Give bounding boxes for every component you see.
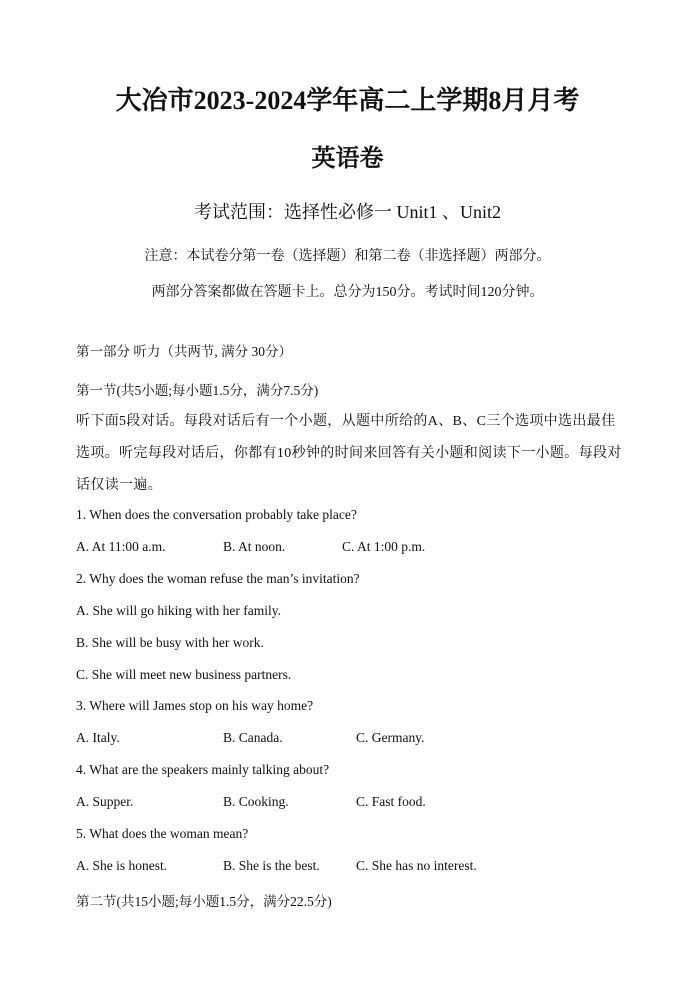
question-3-option-a: A. Italy. [76, 730, 120, 745]
question-1-option-c: C. At 1:00 p.m. [342, 539, 426, 554]
question-2-option-a: A. She will go hiking with her family. [76, 603, 281, 618]
exam-note-line-1: 注意：本试卷分第一卷（选择题）和第二卷（非选择题）两部分。 [144, 249, 551, 264]
question-4-option-b: B. Cooking. [223, 794, 289, 809]
question-1-option-b: B. At noon. [223, 539, 286, 554]
question-5-option-a: A. She is honest. [76, 858, 168, 873]
question-1-option-a: A. At 11:00 a.m. [76, 539, 166, 554]
exam-note-line-2: 两部分答案都做在答题卡上。总分为150分。考试时间120分钟。 [151, 285, 544, 300]
question-4-stem: 4. What are the speakers mainly talking about? [76, 762, 330, 777]
instructions-line-2: 选项。听完每段对话后，你都有10秒钟的时间来回答有关小题和阅读下一小题。每段对 [76, 446, 622, 461]
part1-heading: 第一部分 听力（共两节, 满分 30分） [76, 344, 292, 359]
exam-title: 大冶市2023-2024学年高二上学期8月月考 [115, 86, 580, 115]
instructions-line-3: 话仅读一遍。 [76, 478, 163, 493]
instructions-line-1: 听下面5段对话。每段对话后有一个小题，从题中所给的A、B、C三个选项中选出最佳 [76, 414, 616, 429]
question-2-stem: 2. Why does the woman refuse the man’s invitation? [76, 571, 360, 586]
question-4-option-a: A. Supper. [76, 794, 134, 809]
section1-heading: 第一节(共5小题;每小题1.5分，满分7.5分) [76, 383, 319, 398]
question-2-option-b: B. She will be busy with her work. [76, 635, 264, 650]
question-5-option-c: C. She has no interest. [356, 858, 477, 873]
exam-subject-title: 英语卷 [311, 146, 384, 172]
question-2-option-c: C. She will meet new business partners. [76, 667, 292, 682]
question-5-option-b: B. She is the best. [223, 858, 320, 873]
question-4-option-c: C. Fast food. [356, 794, 426, 809]
question-1-stem: 1. When does the conversation probably take place? [76, 507, 357, 522]
question-3-stem: 3. Where will James stop on his way home? [76, 698, 314, 713]
exam-scope: 考试范围：选择性必修一 Unit1 、Unit2 [193, 202, 501, 222]
question-3-option-c: C. Germany. [356, 730, 425, 745]
question-3-option-b: B. Canada. [223, 730, 283, 745]
question-5-stem: 5. What does the woman mean? [76, 826, 249, 841]
section2-heading: 第二节(共15小题;每小题1.5分，满分22.5分) [76, 894, 332, 909]
